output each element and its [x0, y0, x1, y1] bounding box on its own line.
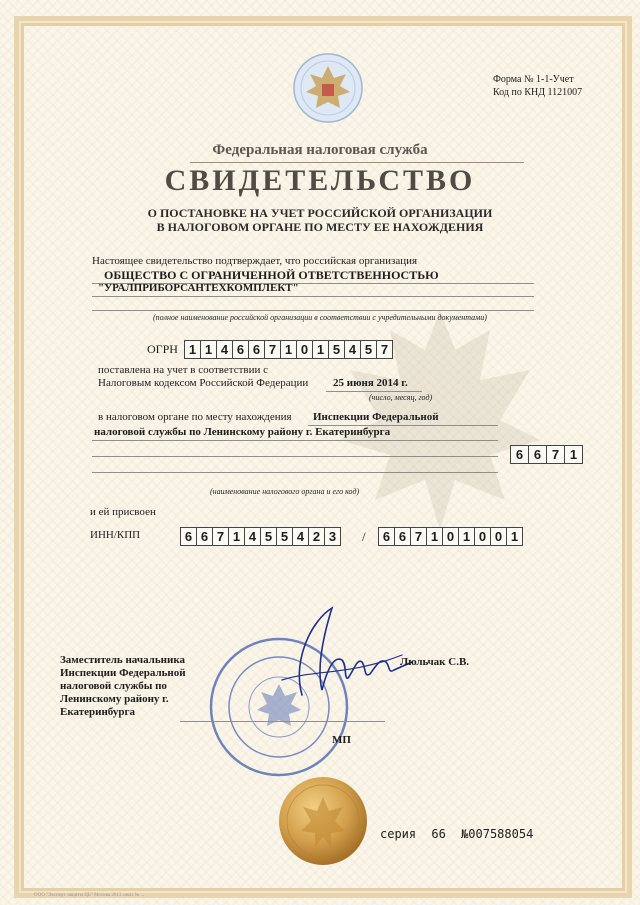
ogrn-digit: 4 — [217, 341, 233, 358]
signatory-line-5: Екатеринбурга — [60, 706, 135, 718]
handwritten-signature — [262, 600, 422, 710]
series-number: 66 — [431, 827, 446, 841]
gold-seal — [277, 775, 369, 867]
authority-underline-2 — [92, 440, 498, 441]
authority-code-digit: 6 — [511, 446, 529, 463]
kpp-digit: 0 — [491, 528, 507, 545]
inn-digit: 7 — [213, 528, 229, 545]
kpp-digit: 1 — [459, 528, 475, 545]
registered-text-2: Налоговым кодексом Российской Федерации — [98, 377, 309, 389]
authority-caption: (наименование налогового органа и его код) — [210, 487, 360, 496]
subtitle-line-1: О ПОСТАНОВКЕ НА УЧЕТ РОССИЙСКОЙ ОРГАНИЗАЦИИ — [147, 206, 493, 220]
inn-digit: 6 — [197, 528, 213, 545]
form-number: Форма № 1-1-Учет — [493, 74, 574, 85]
mp-mark: МП — [332, 734, 351, 746]
ogrn-digit: 5 — [361, 341, 377, 358]
org-name-line-1: ОБЩЕСТВО С ОГРАНИЧЕННОЙ ОТВЕТСТВЕННОСТЬЮ — [104, 268, 439, 282]
inn-kpp-label: ИНН/КПП — [90, 529, 141, 541]
registered-text-1: поставлена на учет в соответствии с — [98, 364, 269, 376]
inn-digit: 1 — [229, 528, 245, 545]
inn-kpp-slash: / — [362, 529, 366, 544]
footer-imprint: ООО "Эксперт защиты ЦБ" Москва 2013 заказ № ... — [34, 893, 145, 898]
kpp-boxes — [378, 527, 523, 546]
ogrn-boxes — [184, 340, 393, 359]
registration-date: 25 июня 2014 г. — [333, 377, 408, 389]
document-number: №007588054 — [461, 827, 534, 841]
ogrn-digit: 1 — [313, 341, 329, 358]
authority-code-digit: 1 — [569, 447, 578, 462]
inn-digit: 5 — [277, 528, 293, 545]
tax-authority-line-1: Инспекции Федеральной — [313, 411, 439, 423]
intro-text: Настоящее свидетельство подтверждает, что российская организация — [92, 255, 418, 267]
inn-digit: 3 — [328, 529, 337, 544]
fns-emblem-icon — [292, 52, 364, 124]
inn-digit: 4 — [293, 528, 309, 545]
assigned-text: и ей присвоен — [90, 506, 156, 518]
kpp-digit: 7 — [411, 528, 427, 545]
signatory-line-4: Ленинскому району г. — [60, 693, 169, 705]
org-underline-3 — [92, 310, 534, 311]
authority-code-digit: 6 — [529, 446, 547, 463]
kpp-digit: 6 — [379, 528, 395, 545]
ogrn-digit: 6 — [233, 341, 249, 358]
ogrn-label: ОГРН — [147, 342, 178, 356]
ogrn-digit: 6 — [249, 341, 265, 358]
kpp-digit: 1 — [510, 529, 519, 544]
inn-digit: 5 — [261, 528, 277, 545]
signatory-line-1: Заместитель начальника — [60, 654, 185, 666]
signatory-line-3: налоговой службы по — [60, 680, 167, 692]
authority-code-digit: 7 — [547, 446, 565, 463]
form-info — [493, 73, 582, 99]
authority-underline-4 — [92, 472, 498, 473]
tax-authority-prefix: в налоговом органе по месту нахождения — [98, 411, 292, 423]
knd-code: Код по КНД 1121007 — [493, 87, 583, 98]
inn-digit: 2 — [309, 528, 325, 545]
series-label: серия — [380, 827, 417, 841]
ogrn-digit: 7 — [380, 342, 389, 357]
org-caption: (полное наименование российской организации в соответствии с учредительными документами) — [153, 313, 487, 322]
ogrn-digit: 7 — [265, 341, 281, 358]
ogrn-digit: 4 — [345, 341, 361, 358]
service-name: Федеральная налоговая служба — [212, 142, 428, 158]
authority-code-boxes — [510, 445, 583, 464]
tax-authority-line-2: налоговой службы по Ленинскому району г. Екатеринбурга — [94, 426, 391, 438]
ogrn-digit: 5 — [329, 341, 345, 358]
ogrn-digit: 0 — [297, 341, 313, 358]
org-underline-2 — [92, 296, 534, 297]
kpp-digit: 0 — [475, 528, 491, 545]
kpp-digit: 1 — [427, 528, 443, 545]
signatory-block — [60, 654, 186, 719]
ogrn-digit: 1 — [201, 341, 217, 358]
document-title: СВИДЕТЕЛЬСТВО — [164, 164, 476, 197]
inn-digit: 6 — [181, 528, 197, 545]
series-block — [380, 827, 533, 841]
date-caption: (число, месяц, год) — [369, 393, 433, 402]
kpp-digit: 0 — [443, 528, 459, 545]
subtitle-line-2: В НАЛОГОВОМ ОРГАНЕ ПО МЕСТУ ЕЕ НАХОЖДЕНИЯ — [156, 220, 484, 234]
authority-underline-3 — [92, 456, 498, 457]
kpp-digit: 6 — [395, 528, 411, 545]
inn-boxes — [180, 527, 341, 546]
signature-underline — [180, 721, 385, 722]
inn-digit: 4 — [245, 528, 261, 545]
header-rule — [190, 162, 524, 163]
ogrn-digit: 1 — [281, 341, 297, 358]
ogrn-digit: 1 — [185, 341, 201, 358]
signatory-line-2: Инспекции Федеральной — [60, 667, 186, 679]
date-underline — [326, 391, 422, 392]
org-name-line-2: "УРАЛПРИБОРСАНТЕХКОМПЛЕКТ" — [98, 282, 299, 294]
signatory-name: Люльчак С.В. — [400, 656, 470, 668]
